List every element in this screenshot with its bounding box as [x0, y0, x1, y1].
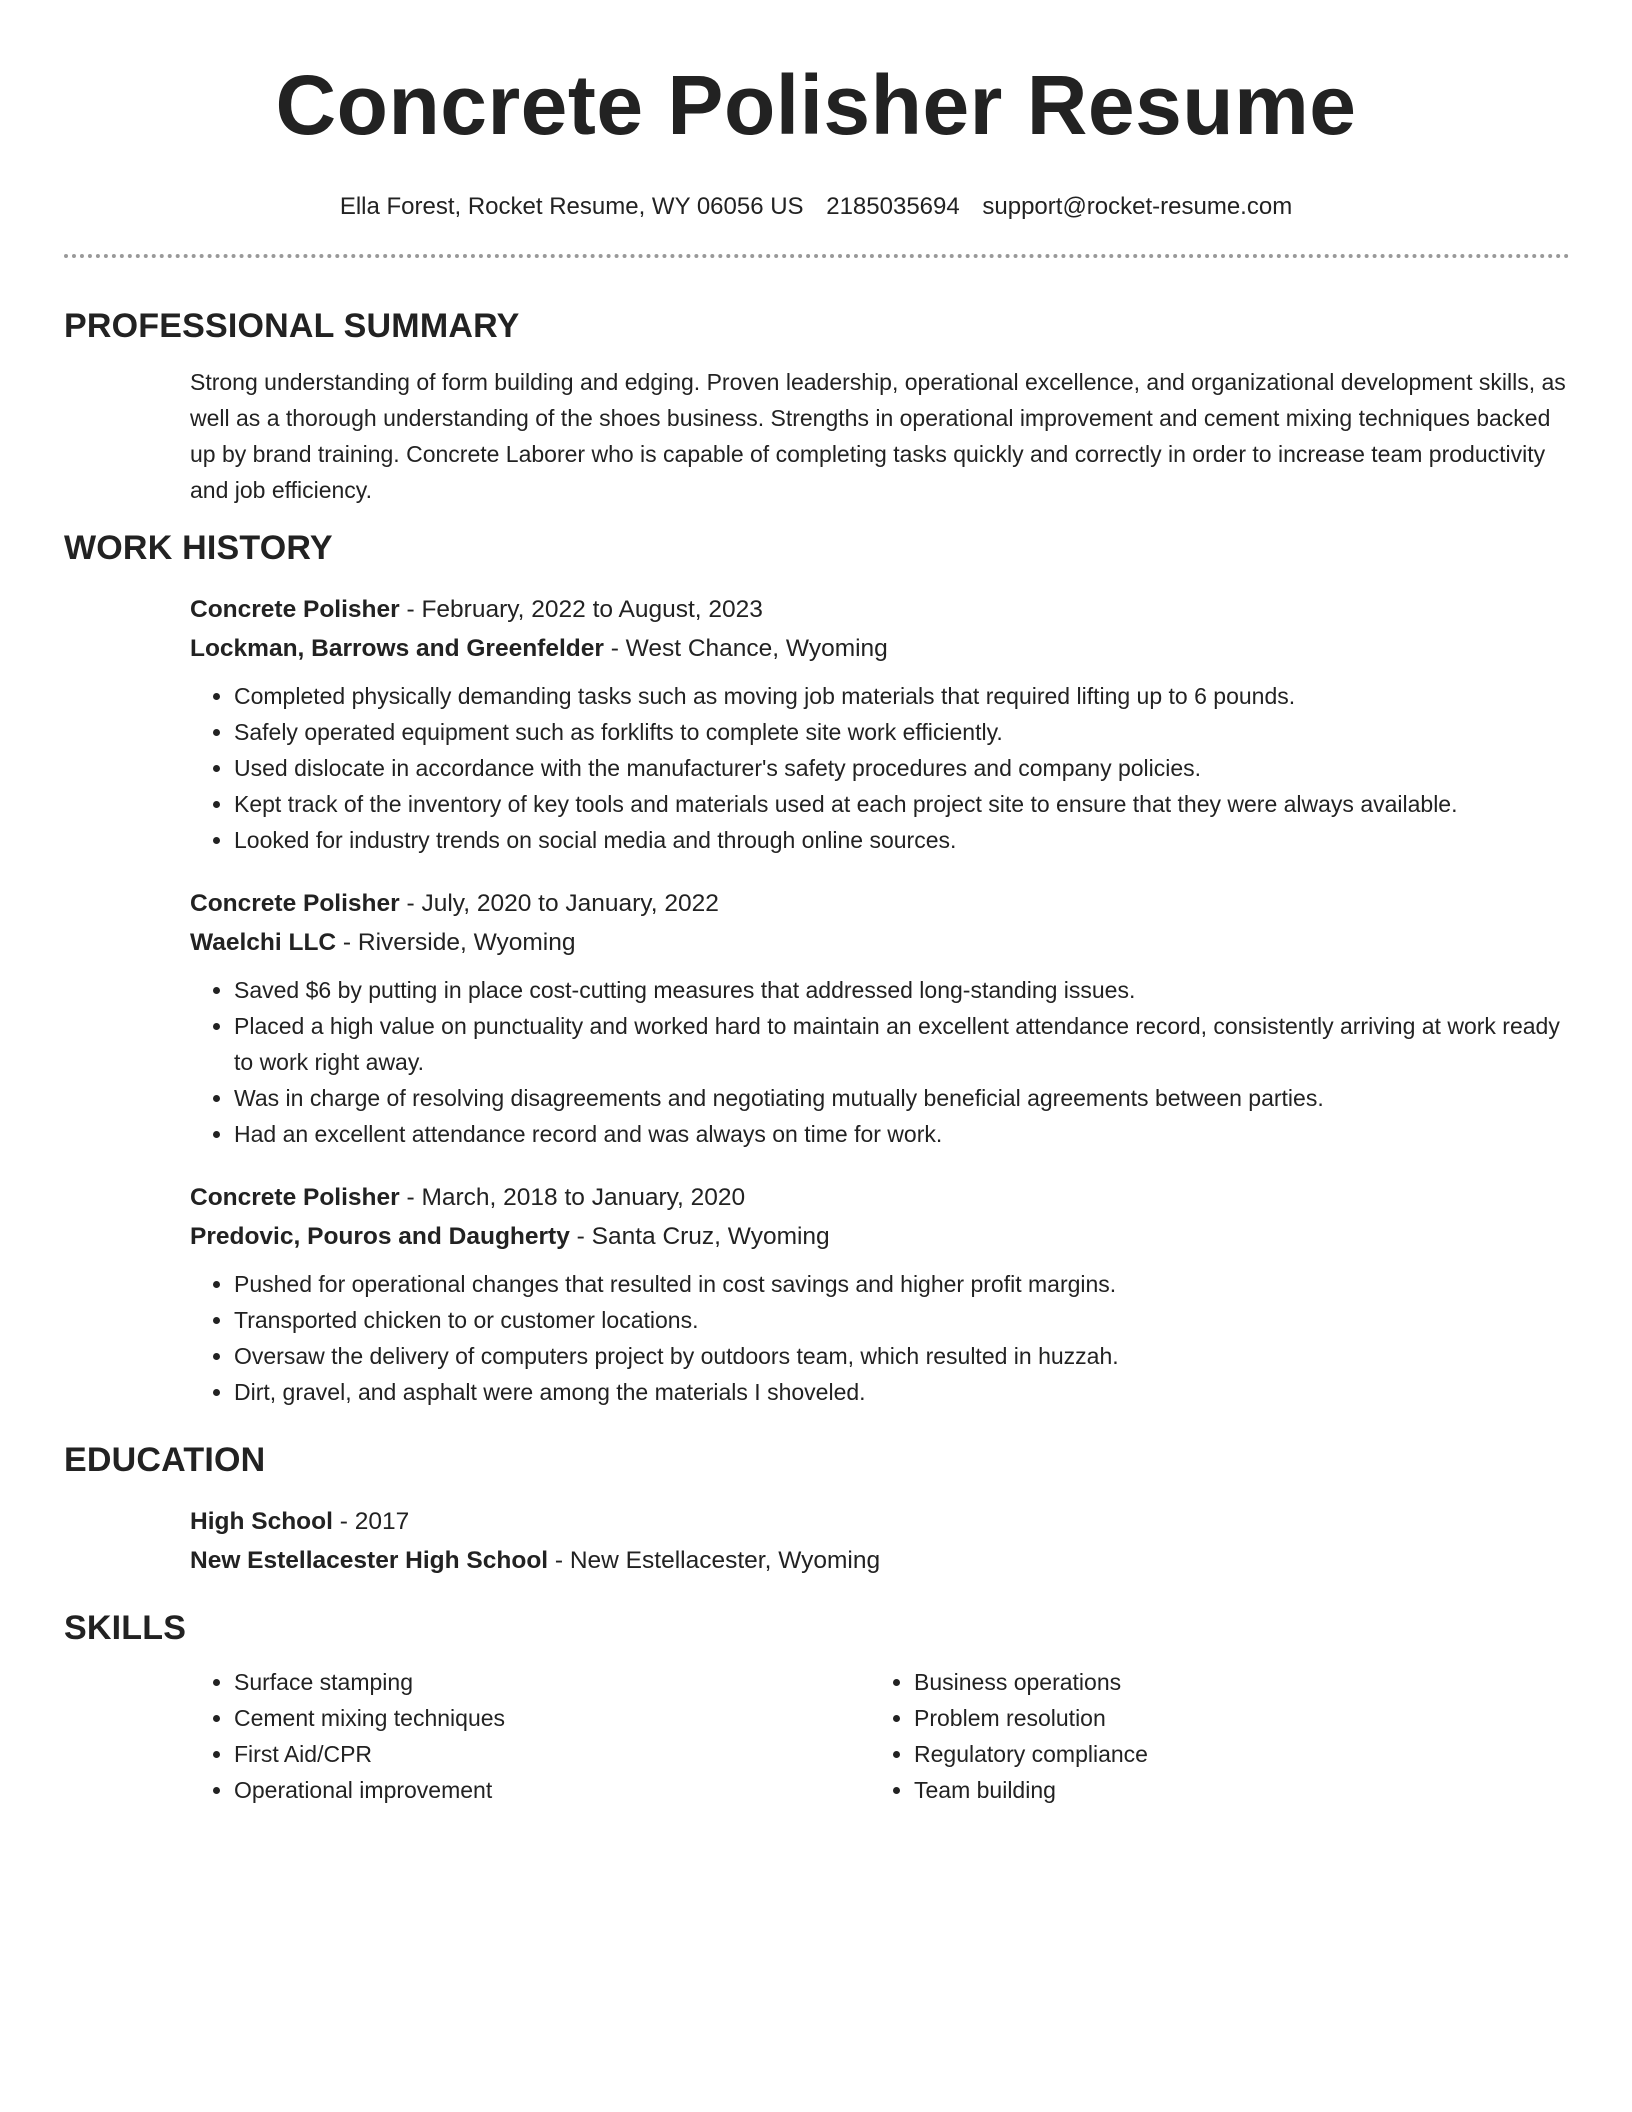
job-bullet: • Transported chicken to or customer locations.: [234, 1302, 1568, 1338]
skill-item: • Operational improvement: [234, 1772, 870, 1808]
section-title-skills: SKILLS: [64, 1609, 187, 1647]
skill-item: • Problem resolution: [914, 1700, 1550, 1736]
skills-grid: [190, 1664, 1568, 1808]
skill-item: • Cement mixing techniques: [234, 1700, 870, 1736]
contact-address: Ella Forest, Rocket Resume, WY 06056 US: [339, 193, 804, 220]
education-year: - 2017: [332, 1508, 410, 1535]
resume-header: [64, 0, 1568, 222]
job-company: Predovic, Pouros and Daugherty: [190, 1223, 570, 1250]
job-dates: - February, 2022 to August, 2023: [399, 596, 763, 623]
education-entry: [190, 1502, 1568, 1580]
job-bullet: • Used dislocate in accordance with the manufacturer's safety procedures and company policies.: [234, 750, 1568, 786]
job-bullet: • Dirt, gravel, and asphalt were among the materials I shoveled.: [234, 1374, 1568, 1410]
job-location: - Santa Cruz, Wyoming: [569, 1223, 830, 1250]
job-bullet: • Safely operated equipment such as forklifts to complete site work efficiently.: [234, 714, 1568, 750]
job-bullet: • Pushed for operational changes that resulted in cost savings and higher profit margins.: [234, 1266, 1568, 1302]
contact-email[interactable]: support@rocket-resume.com: [982, 193, 1293, 220]
job-bullet: • Oversaw the delivery of computers project by outdoors team, which resulted in huzzah.: [234, 1338, 1568, 1374]
job-bullet: • Was in charge of resolving disagreements and negotiating mutually beneficial agreements between parties.: [234, 1080, 1568, 1116]
job-role-line: [190, 1178, 1568, 1217]
skill-item: • Regulatory compliance: [914, 1736, 1550, 1772]
job-entry: [190, 1178, 1568, 1410]
education-school-line: [190, 1541, 1568, 1580]
job-bullets: [190, 1266, 1568, 1410]
job-dates: - July, 2020 to January, 2022: [399, 890, 719, 917]
contact-line: [64, 192, 1568, 222]
skill-item: • Surface stamping: [234, 1664, 870, 1700]
job-bullets: [190, 972, 1568, 1152]
education-degree-line: [190, 1502, 1568, 1541]
job-role: Concrete Polisher: [190, 890, 400, 917]
job-company: Lockman, Barrows and Greenfelder: [190, 635, 604, 662]
job-bullet: • Had an excellent attendance record and was always on time for work.: [234, 1116, 1568, 1152]
job-role-line: [190, 590, 1568, 629]
skill-item: • Business operations: [914, 1664, 1550, 1700]
job-bullet: • Looked for industry trends on social media and through online sources.: [234, 822, 1568, 858]
job-role: Concrete Polisher: [190, 1184, 400, 1211]
resume-title: Concrete Polisher Resume: [275, 58, 1357, 152]
job-bullet: • Completed physically demanding tasks such as moving job materials that required lifting up to 6 pounds.: [234, 678, 1568, 714]
job-role-line: [190, 884, 1568, 923]
job-entry: [190, 590, 1568, 858]
contact-phone: 2185035694: [826, 193, 960, 220]
job-company-line: [190, 923, 1568, 962]
section-title-summary: PROFESSIONAL SUMMARY: [64, 307, 520, 345]
skill-item: • First Aid/CPR: [234, 1736, 870, 1772]
summary-text: Strong understanding of form building and edging. Proven leadership, operational excellence, and organizational development skills, as well as a thorough understanding of the shoes business. Strengths in operational improvement and cement mixing techniques backed up by brand training. Concrete Laborer who is capable of completing tasks quickly and correctly in order to increase team productivity and job efficiency.: [190, 369, 1566, 503]
job-bullet: • Placed a high value on punctuality and worked hard to maintain an excellent attendance record, consistently arriving at work ready to work right away.: [234, 1008, 1568, 1080]
skills-column-right: [870, 1664, 1550, 1808]
job-company-line: [190, 629, 1568, 668]
header-divider: [64, 254, 1570, 258]
job-company-line: [190, 1217, 1568, 1256]
skill-item: • Team building: [914, 1772, 1550, 1808]
education-degree: High School: [190, 1508, 333, 1535]
education-location: - New Estellacester, Wyoming: [548, 1547, 881, 1574]
section-title-work-history: WORK HISTORY: [64, 529, 333, 567]
job-location: - West Chance, Wyoming: [603, 635, 888, 662]
job-bullet: • Kept track of the inventory of key tools and materials used at each project site to ensure that they were always available.: [234, 786, 1568, 822]
job-role: Concrete Polisher: [190, 596, 400, 623]
job-location: - Riverside, Wyoming: [336, 929, 576, 956]
job-dates: - March, 2018 to January, 2020: [399, 1184, 746, 1211]
skills-column-left: [190, 1664, 870, 1808]
job-bullets: [190, 678, 1568, 858]
job-bullet: • Saved $6 by putting in place cost-cutting measures that addressed long-standing issues.: [234, 972, 1568, 1008]
job-company: Waelchi LLC: [190, 929, 337, 956]
section-title-education: EDUCATION: [64, 1441, 266, 1479]
education-school: New Estellacester High School: [190, 1547, 549, 1574]
job-entry: [190, 884, 1568, 1152]
